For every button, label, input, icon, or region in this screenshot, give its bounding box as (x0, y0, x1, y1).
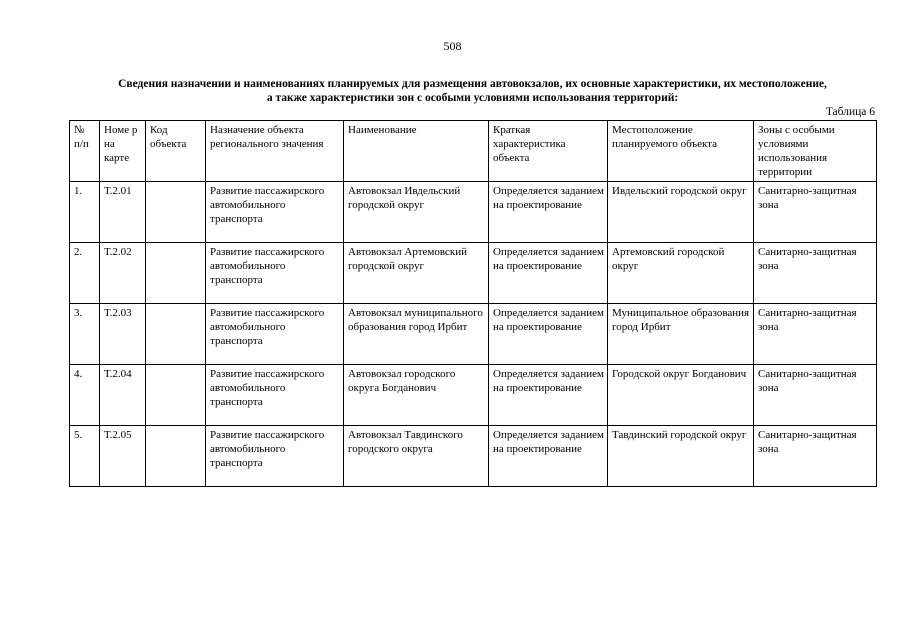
cell-name: Автовокзал Тавдинского городского округа (344, 426, 489, 487)
cell-name: Автовокзал Артемовский городской округ (344, 243, 489, 304)
table-caption: Таблица 6 (825, 106, 875, 118)
cell-special-zone: Санитарно-защитная зона (754, 365, 877, 426)
cell-purpose: Развитие пассажирского автомобильного транспорта (206, 304, 344, 365)
table-header-row (70, 121, 877, 182)
cell-map-number: Т.2.01 (100, 182, 146, 243)
cell-object-code (146, 304, 206, 365)
cell-purpose: Развитие пассажирского автомобильного транспорта (206, 365, 344, 426)
cell-characteristic: Определяется заданием на проектирование (489, 243, 608, 304)
header-characteristic: Краткая характеристика объекта (489, 121, 608, 182)
table-row (70, 426, 877, 487)
cell-characteristic: Определяется заданием на проектирование (489, 304, 608, 365)
table-row (70, 243, 877, 304)
cell-special-zone: Санитарно-защитная зона (754, 182, 877, 243)
cell-num: 3. (70, 304, 100, 365)
cell-map-number: Т.2.05 (100, 426, 146, 487)
cell-special-zone: Санитарно-защитная зона (754, 304, 877, 365)
airport-stations-table (69, 120, 877, 487)
cell-num: 2. (70, 243, 100, 304)
cell-map-number: Т.2.04 (100, 365, 146, 426)
cell-purpose: Развитие пассажирского автомобильного транспорта (206, 426, 344, 487)
cell-num: 4. (70, 365, 100, 426)
header-map-number: Номе р на карте (100, 121, 146, 182)
header-purpose: Назначение объекта регионального значения (206, 121, 344, 182)
header-location: Местоположение планируемого объекта (608, 121, 754, 182)
cell-num: 5. (70, 426, 100, 487)
cell-name: Автовокзал муниципального образования город Ирбит (344, 304, 489, 365)
cell-special-zone: Санитарно-защитная зона (754, 243, 877, 304)
cell-object-code (146, 426, 206, 487)
cell-name: Автовокзал Ивдельский городской округ (344, 182, 489, 243)
cell-location: Тавдинский городской округ (608, 426, 754, 487)
cell-location: Артемовский городской округ (608, 243, 754, 304)
header-name: Наименование (344, 121, 489, 182)
page-number: 508 (443, 39, 462, 53)
cell-purpose: Развитие пассажирского автомобильного транспорта (206, 182, 344, 243)
table-body (70, 182, 877, 487)
cell-map-number: Т.2.03 (100, 304, 146, 365)
cell-object-code (146, 182, 206, 243)
cell-map-number: Т.2.02 (100, 243, 146, 304)
cell-name: Автовокзал городского округа Богданович (344, 365, 489, 426)
header-special-zones: Зоны с особыми условиями использования территории (754, 121, 877, 182)
cell-characteristic: Определяется заданием на проектирование (489, 426, 608, 487)
table-row (70, 365, 877, 426)
cell-special-zone: Санитарно-защитная зона (754, 426, 877, 487)
cell-characteristic: Определяется заданием на проектирование (489, 365, 608, 426)
table-row (70, 304, 877, 365)
cell-purpose: Развитие пассажирского автомобильного транспорта (206, 243, 344, 304)
cell-location: Ивдельский городской округ (608, 182, 754, 243)
cell-location: Муниципальное образования город Ирбит (608, 304, 754, 365)
cell-object-code (146, 243, 206, 304)
cell-characteristic: Определяется заданием на проектирование (489, 182, 608, 243)
document-title-line-1: Сведения назначении и наименованиях планируемых для размещения автовокзалов, их основные характеристики, их местоположение, (118, 78, 827, 90)
header-object-code: Код объекта (146, 121, 206, 182)
header-num: № п/п (70, 121, 100, 182)
cell-object-code (146, 365, 206, 426)
table-row (70, 182, 877, 243)
document-title (60, 77, 885, 105)
cell-location: Городской округ Богданович (608, 365, 754, 426)
cell-num: 1. (70, 182, 100, 243)
document-title-line-2: а также характеристики зон с особыми условиями использования территорий: (266, 92, 679, 104)
table-header (70, 121, 877, 182)
